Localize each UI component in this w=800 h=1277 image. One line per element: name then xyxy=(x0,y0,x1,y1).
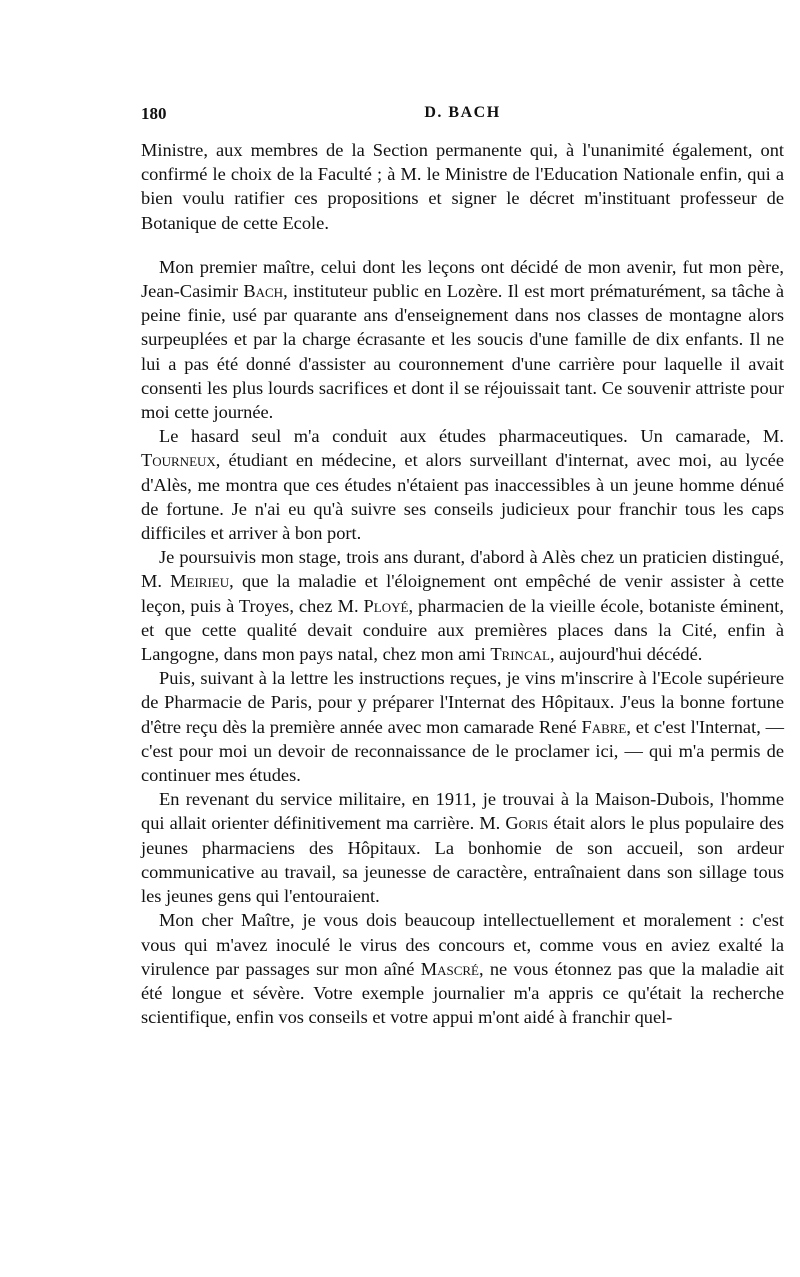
page-header xyxy=(141,104,784,130)
text-run: Mon cher Maître, je vous dois beaucoup intellectuellement et moralement : c'est vous qui m'avez inoculé le virus des concours et, comme vous en aviez exalté la virulence par passages sur mon aîné xyxy=(141,910,784,979)
text-run: , instituteur public en Lozère. Il est mort prématurément, sa tâche à peine finie, usé par quarante ans d'enseignement dans nos classes de montagne alors surpeuplées et par la charge écrasante et les soucis d'une famille de dix enfants. Il ne lui a pas été donné d'assister au couronnement d'une carrière pour laquelle il avait consenti les plus lourds sacrifices et dont il se réjouissait tant. Ce souvenir attriste pour moi cette journée. xyxy=(141,281,785,423)
page-number: 180 xyxy=(141,104,167,123)
paragraph: Ministre, aux membres de la Section permanente qui, à l'unanimité également, ont confirmé le choix de la Faculté ; à M. le Ministre de l'Education Nationale enfin, qui a bien voulu ratifier ces propositions et signer le décret m'instituant professeur de Botanique de cette Ecole. xyxy=(141,140,784,233)
person-name: Mascré xyxy=(420,958,479,979)
paragraph xyxy=(141,255,784,424)
paragraph xyxy=(141,908,784,1029)
person-name: Bach xyxy=(243,281,284,302)
text-run: , ne vous étonnez pas que la maladie ait été longue et sévère. Votre exemple journalier m'a appris ce qu'était la recherche scientifique, enfin vos conseils et votre appui m'ont aidé à franchir quel- xyxy=(141,958,785,1028)
text-run: était alors le plus populaire des jeunes pharmaciens des Hôpitaux. La bonhomie de son accueil, son ardeur communicative au travail, sa jeunesse de caractère, entraînaient dans son sillage tous les jeunes gens qui l'entouraient. xyxy=(141,813,784,907)
person-name: Goris xyxy=(505,813,549,834)
text-run: , et c'est l'Internat, — c'est pour moi un devoir de reconnaissance de le proclamer ici, — qui m'a permis de continuer mes études. xyxy=(141,716,784,786)
text-run: En revenant du service militaire, en 1911, je trouvai à la Maison-Dubois, l'homme qui allait orienter définitivement ma carrière. M. xyxy=(141,789,784,834)
text-run: Je poursuivis mon stage, trois ans durant, d'abord à Alès chez un praticien distingué, M. xyxy=(141,547,784,592)
running-head: D. BACH xyxy=(424,104,501,121)
text-run: Mon premier maître, celui dont les leçons ont décidé de mon avenir, fut mon père, Jean-Casimir xyxy=(141,256,784,302)
text-run: Puis, suivant à la lettre les instructions reçues, je vins m'inscrire à l'Ecole supérieure de Pharmacie de Paris, pour y préparer l'Internat des Hôpitaux. J'eus la bonne fortune d'être reçu dès la première année avec mon camarade René xyxy=(141,668,784,737)
body-text xyxy=(141,138,784,1029)
text-run: , étudiant en médecine, et alors surveillant d'internat, avec moi, au lycée d'Alès, me montra que ces études n'étaient pas inaccessibles à un jeune homme dénué de fortune. Je n'ai eu qu'à suivre ses conseils judicieux pour franchir tous les caps difficiles et arriver à bon port. xyxy=(141,450,784,544)
text-run: Le hasard seul m'a conduit aux études pharmaceutiques. Un camarade, M. xyxy=(159,426,784,447)
paragraph xyxy=(141,666,784,787)
person-name: Tourneux xyxy=(141,450,216,471)
paragraph xyxy=(141,787,784,908)
person-name: Trincal xyxy=(490,644,550,665)
paragraph xyxy=(141,545,784,666)
person-name: Ployé xyxy=(363,595,409,616)
text-run: , que la maladie et l'éloignement ont empêché de venir assister à cette leçon, puis à Troyes, chez M. xyxy=(141,571,784,616)
person-name: Meirieu xyxy=(170,571,230,592)
paragraph xyxy=(141,424,784,545)
person-name: Fabre xyxy=(581,716,627,737)
text-run: , pharmacien de la vieille école, botaniste éminent, et que cette qualité devait conduire aux premières places dans la Cité, enfin à Langogne, dans mon pays natal, chez mon ami xyxy=(141,595,784,665)
text-run: , aujourd'hui décédé. xyxy=(549,644,703,665)
